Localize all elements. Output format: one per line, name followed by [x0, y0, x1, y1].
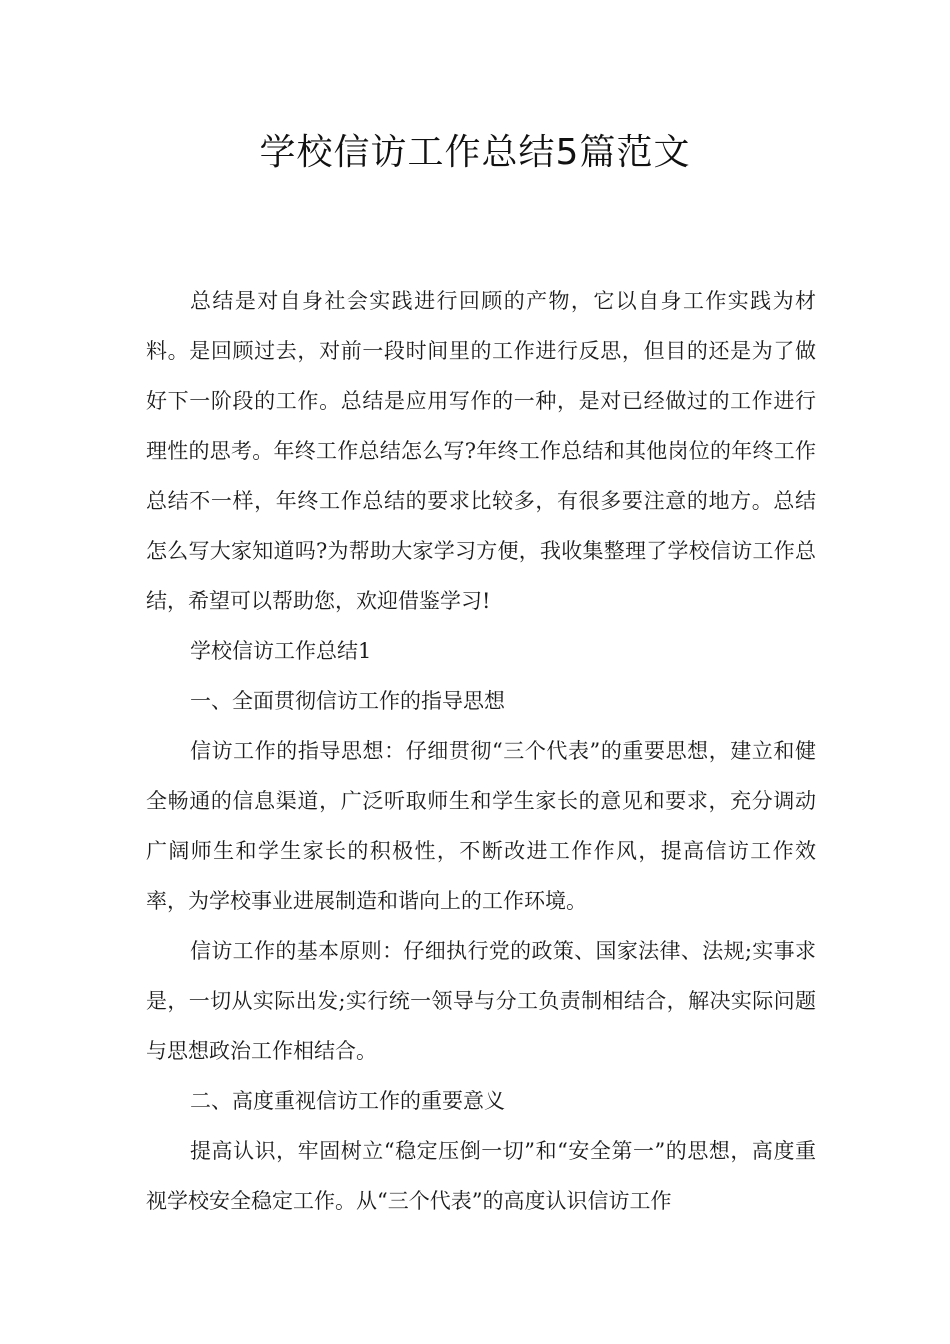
body-paragraph: 信访工作的指导思想：仔细贯彻“三个代表”的重要思想，建立和健全畅通的信息渠道，广泛听取师生和学生家长的意见和要求，充分调动广阔师生和学生家长的积极性，不断改进工作作风，提高信访工作效率，为学校事业进展制造和谐向上的工作环境。: [146, 739, 816, 913]
section-heading-2: 二、高度重视信访工作的重要意义: [190, 1089, 505, 1113]
section-title-summary-1: 学校信访工作总结1: [190, 639, 372, 663]
body-paragraph: 提高认识，牢固树立“稳定压倒一切”和“安全第一”的思想，高度重视学校安全稳定工作。从“三个代表”的高度认识信访工作: [146, 1139, 816, 1213]
section-heading-1: 一、全面贯彻信访工作的指导思想: [190, 689, 505, 713]
document-body: [146, 276, 816, 1226]
document-title: 学校信访工作总结5篇范文: [259, 132, 691, 173]
body-paragraph: 信访工作的基本原则：仔细执行党的政策、国家法律、法规;实事求是，一切从实际出发;实行统一领导与分工负责制相结合，解决实际问题与思想政治工作相结合。: [146, 939, 816, 1063]
intro-paragraph: 总结是对自身社会实践进行回顾的产物，它以自身工作实践为材料。是回顾过去，对前一段时间里的工作进行反思，但目的还是为了做好下一阶段的工作。总结是应用写作的一种，是对已经做过的工作进行理性的思考。年终工作总结怎么写?年终工作总结和其他岗位的年终工作总结不一样，年终工作总结的要求比较多，有很多要注意的地方。总结怎么写大家知道吗?为帮助大家学习方便，我收集整理了学校信访工作总结，希望可以帮助您，欢迎借鉴学习!: [146, 289, 816, 613]
